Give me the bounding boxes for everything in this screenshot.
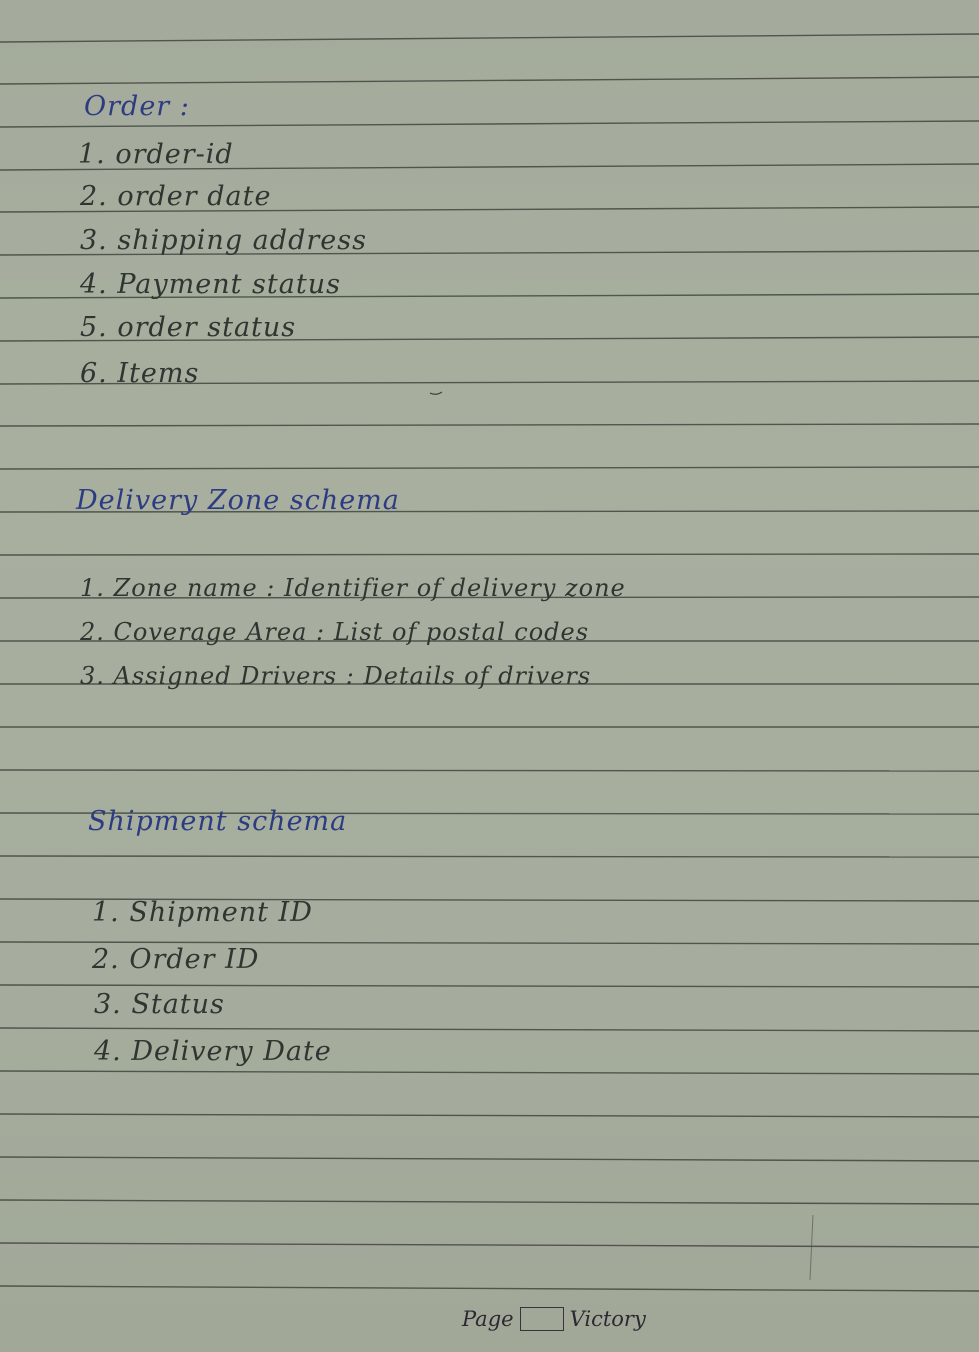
order-item: 5. order status bbox=[80, 312, 297, 343]
page-number-box bbox=[520, 1307, 564, 1331]
rule-line bbox=[0, 1157, 979, 1161]
rule-line bbox=[0, 554, 979, 555]
rule-line bbox=[0, 1028, 979, 1031]
page-footer bbox=[462, 1303, 646, 1335]
page-label: Page bbox=[462, 1307, 514, 1331]
rule-line bbox=[0, 1114, 979, 1117]
shipment-item: 3. Status bbox=[94, 989, 225, 1020]
shipment-item: 1. Shipment ID bbox=[92, 897, 313, 928]
rule-line bbox=[0, 1200, 979, 1204]
order-item: 4. Payment status bbox=[80, 269, 341, 300]
rule-line bbox=[0, 1243, 979, 1247]
rule-line bbox=[0, 424, 979, 426]
delivery-zone-item: 1. Zone name : Identifier of delivery zone bbox=[80, 574, 626, 602]
rule-line bbox=[0, 34, 979, 42]
delivery-zone-heading: Delivery Zone schema bbox=[76, 485, 400, 516]
delivery-zone-item: 3. Assigned Drivers : Details of drivers bbox=[80, 662, 592, 690]
rule-line bbox=[0, 1286, 979, 1291]
rule-line bbox=[0, 1071, 979, 1074]
delivery-zone-item: 2. Coverage Area : List of postal codes bbox=[80, 618, 590, 646]
margin-pen-mark bbox=[810, 1215, 813, 1280]
rule-line bbox=[0, 856, 979, 857]
order-item: 6. Items bbox=[80, 358, 200, 389]
shipment-item: 2. Order ID bbox=[92, 944, 260, 975]
stray-pen-mark bbox=[430, 392, 442, 394]
rule-line bbox=[0, 985, 979, 987]
rule-line bbox=[0, 770, 979, 771]
order-item: 3. shipping address bbox=[80, 225, 367, 256]
rule-line bbox=[0, 467, 979, 469]
rule-line bbox=[0, 77, 979, 84]
order-item: 2. order date bbox=[80, 181, 272, 212]
shipment-item: 4. Delivery Date bbox=[94, 1036, 332, 1067]
shipment-heading: Shipment schema bbox=[88, 806, 348, 837]
order-heading: Order : bbox=[84, 91, 190, 122]
order-item: 1. order-id bbox=[78, 139, 234, 170]
brand-name: Victory bbox=[569, 1307, 646, 1331]
